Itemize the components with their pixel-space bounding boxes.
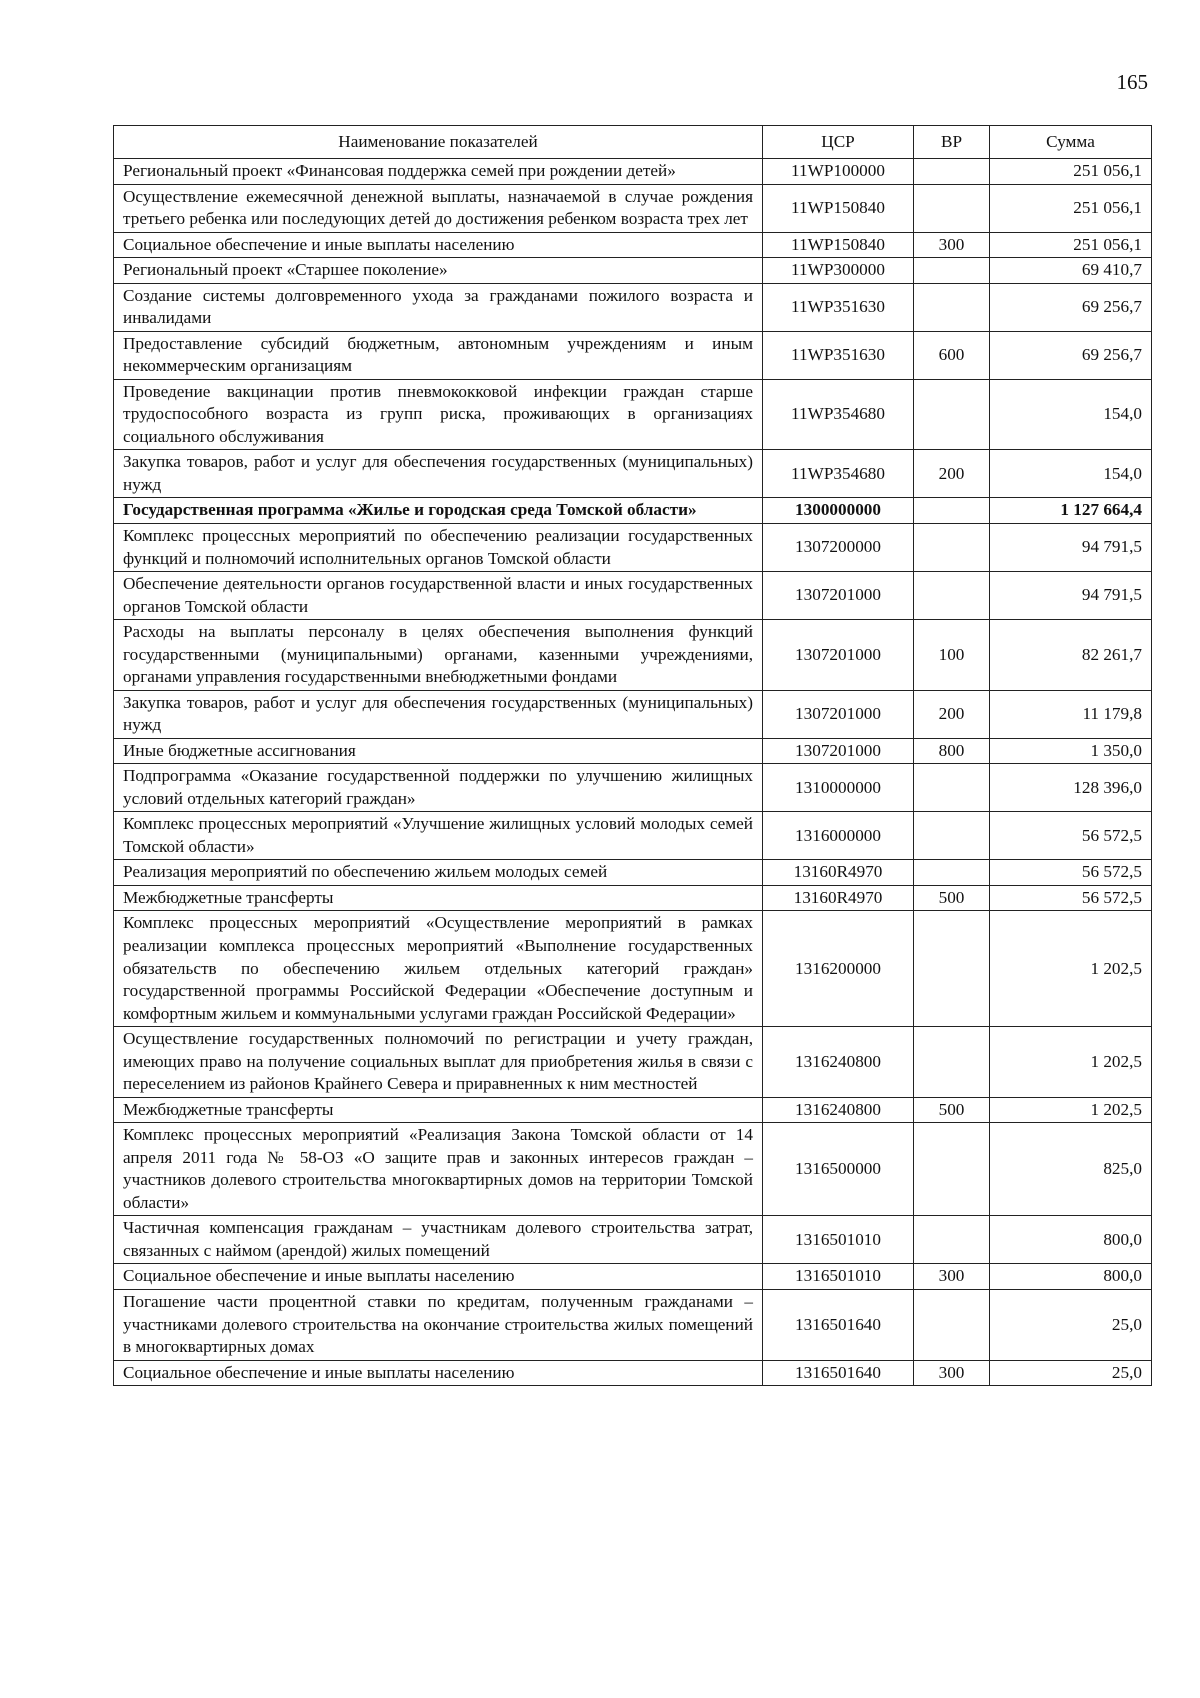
cell-vr	[914, 1027, 990, 1098]
cell-csr: 1316500000	[763, 1123, 914, 1216]
cell-vr: 500	[914, 1097, 990, 1123]
table-row	[114, 283, 1152, 331]
cell-sum: 25,0	[990, 1289, 1152, 1360]
cell-sum: 251 056,1	[990, 232, 1152, 258]
cell-vr	[914, 498, 990, 524]
cell-sum: 1 127 664,4	[990, 498, 1152, 524]
cell-vr	[914, 379, 990, 450]
cell-vr: 600	[914, 331, 990, 379]
table-row	[114, 1123, 1152, 1216]
cell-csr: 1310000000	[763, 764, 914, 812]
header-name: Наименование показателей	[114, 126, 763, 159]
cell-sum: 69 256,7	[990, 283, 1152, 331]
cell-sum: 69 410,7	[990, 258, 1152, 284]
cell-csr: 1316200000	[763, 911, 914, 1027]
cell-name: Реализация мероприятий по обеспечению жильем молодых семей	[114, 860, 763, 886]
table-row	[114, 1027, 1152, 1098]
table-row	[114, 523, 1152, 571]
cell-vr	[914, 572, 990, 620]
cell-vr: 300	[914, 1360, 990, 1386]
cell-name: Иные бюджетные ассигнования	[114, 738, 763, 764]
cell-name: Региональный проект «Финансовая поддержка семей при рождении детей»	[114, 159, 763, 185]
cell-name: Обеспечение деятельности органов государственной власти и иных государственных органов Томской области	[114, 572, 763, 620]
page-number: 165	[1116, 70, 1148, 94]
cell-sum: 56 572,5	[990, 885, 1152, 911]
table-row	[114, 1216, 1152, 1264]
table-row	[114, 379, 1152, 450]
cell-name: Межбюджетные трансферты	[114, 1097, 763, 1123]
header-csr: ЦСР	[763, 126, 914, 159]
cell-sum: 825,0	[990, 1123, 1152, 1216]
cell-csr: 1316501640	[763, 1289, 914, 1360]
cell-sum: 154,0	[990, 450, 1152, 498]
cell-name: Предоставление субсидий бюджетным, автономным учреждениям и иным некоммерческим организациям	[114, 331, 763, 379]
cell-csr: 1316501010	[763, 1216, 914, 1264]
cell-sum: 69 256,7	[990, 331, 1152, 379]
cell-csr: 11WP300000	[763, 258, 914, 284]
cell-csr: 1316240800	[763, 1097, 914, 1123]
cell-name: Социальное обеспечение и иные выплаты населению	[114, 1264, 763, 1290]
cell-vr	[914, 258, 990, 284]
cell-csr: 13160R4970	[763, 860, 914, 886]
cell-csr: 1307201000	[763, 620, 914, 691]
cell-sum: 56 572,5	[990, 860, 1152, 886]
cell-vr: 200	[914, 690, 990, 738]
cell-vr	[914, 1289, 990, 1360]
table-row	[114, 911, 1152, 1027]
cell-csr: 1307201000	[763, 738, 914, 764]
cell-vr: 500	[914, 885, 990, 911]
cell-sum: 94 791,5	[990, 523, 1152, 571]
cell-sum: 1 350,0	[990, 738, 1152, 764]
cell-vr	[914, 1216, 990, 1264]
cell-sum: 56 572,5	[990, 812, 1152, 860]
cell-csr: 11WP150840	[763, 184, 914, 232]
table-row	[114, 1360, 1152, 1386]
cell-vr: 200	[914, 450, 990, 498]
cell-name: Комплекс процессных мероприятий «Осуществление мероприятий в рамках реализации комплекса процессных мероприятий «Выполнение государственных обязательств по обеспечению жильем отдельных категорий граждан» государственной программы Российской Федерации «Обеспечение доступным и комфортным жильем и коммунальными услугами граждан Российской Федерации»	[114, 911, 763, 1027]
cell-vr	[914, 184, 990, 232]
cell-name: Осуществление государственных полномочий по регистрации и учету граждан, имеющих право на получение социальных выплат для приобретения жилья в связи с переселением из районов Крайнего Севера и приравненных к ним местностей	[114, 1027, 763, 1098]
cell-vr: 300	[914, 232, 990, 258]
cell-name: Осуществление ежемесячной денежной выплаты, назначаемой в случае рождения третьего ребенка или последующих детей до достижения ребенком возраста трех лет	[114, 184, 763, 232]
table-row	[114, 450, 1152, 498]
table-row	[114, 690, 1152, 738]
cell-sum: 128 396,0	[990, 764, 1152, 812]
cell-csr: 1307201000	[763, 690, 914, 738]
cell-vr	[914, 283, 990, 331]
cell-csr: 11WP150840	[763, 232, 914, 258]
cell-vr	[914, 1123, 990, 1216]
table-row	[114, 331, 1152, 379]
table-row	[114, 232, 1152, 258]
table-row	[114, 572, 1152, 620]
cell-csr: 1307200000	[763, 523, 914, 571]
cell-sum: 800,0	[990, 1216, 1152, 1264]
cell-vr	[914, 911, 990, 1027]
budget-table	[113, 125, 1152, 1386]
cell-name: Проведение вакцинации против пневмококковой инфекции граждан старше трудоспособного возраста из групп риска, проживающих в организациях социального обслуживания	[114, 379, 763, 450]
cell-sum: 251 056,1	[990, 184, 1152, 232]
cell-sum: 82 261,7	[990, 620, 1152, 691]
cell-sum: 251 056,1	[990, 159, 1152, 185]
cell-name: Социальное обеспечение и иные выплаты населению	[114, 232, 763, 258]
cell-sum: 154,0	[990, 379, 1152, 450]
header-vr: ВР	[914, 126, 990, 159]
cell-vr	[914, 523, 990, 571]
cell-csr: 1307201000	[763, 572, 914, 620]
cell-csr: 11WP351630	[763, 331, 914, 379]
cell-name: Расходы на выплаты персоналу в целях обеспечения выполнения функций государственными (муниципальными) органами, казенными учреждениями, органами управления государственными внебюджетными фондами	[114, 620, 763, 691]
header-sum: Сумма	[990, 126, 1152, 159]
table-row	[114, 764, 1152, 812]
cell-csr: 11WP354680	[763, 450, 914, 498]
cell-name: Погашение части процентной ставки по кредитам, полученным гражданами – участниками долевого строительства на окончание строительства жилых помещений в многоквартирных домах	[114, 1289, 763, 1360]
cell-name: Создание системы долговременного ухода за гражданами пожилого возраста и инвалидами	[114, 283, 763, 331]
cell-name: Комплекс процессных мероприятий «Улучшение жилищных условий молодых семей Томской области»	[114, 812, 763, 860]
cell-name: Комплекс процессных мероприятий «Реализация Закона Томской области от 14 апреля 2011 года № 58-ОЗ «О защите прав и законных интересов граждан – участников долевого строительства многоквартирных домов на территории Томской области»	[114, 1123, 763, 1216]
cell-vr: 100	[914, 620, 990, 691]
cell-csr: 1316501640	[763, 1360, 914, 1386]
table-header-row	[114, 126, 1152, 159]
table-row	[114, 498, 1152, 524]
table-row	[114, 620, 1152, 691]
cell-name: Частичная компенсация гражданам – участникам долевого строительства затрат, связанных с наймом (арендой) жилых помещений	[114, 1216, 763, 1264]
cell-name: Государственная программа «Жилье и городская среда Томской области»	[114, 498, 763, 524]
cell-vr	[914, 159, 990, 185]
cell-name: Закупка товаров, работ и услуг для обеспечения государственных (муниципальных) нужд	[114, 690, 763, 738]
cell-csr: 1300000000	[763, 498, 914, 524]
cell-vr: 300	[914, 1264, 990, 1290]
cell-csr: 13160R4970	[763, 885, 914, 911]
cell-name: Социальное обеспечение и иные выплаты населению	[114, 1360, 763, 1386]
cell-vr	[914, 764, 990, 812]
cell-sum: 25,0	[990, 1360, 1152, 1386]
table-row	[114, 1289, 1152, 1360]
cell-name: Комплекс процессных мероприятий по обеспечению реализации государственных функций и полномочий исполнительных органов Томской области	[114, 523, 763, 571]
cell-sum: 1 202,5	[990, 911, 1152, 1027]
cell-name: Закупка товаров, работ и услуг для обеспечения государственных (муниципальных) нужд	[114, 450, 763, 498]
cell-sum: 800,0	[990, 1264, 1152, 1290]
table-body	[114, 159, 1152, 1386]
table-row	[114, 885, 1152, 911]
cell-csr: 11WP100000	[763, 159, 914, 185]
cell-csr: 1316501010	[763, 1264, 914, 1290]
table-row	[114, 1097, 1152, 1123]
cell-name: Подпрограмма «Оказание государственной поддержки по улучшению жилищных условий отдельных категорий граждан»	[114, 764, 763, 812]
cell-csr: 11WP351630	[763, 283, 914, 331]
cell-vr	[914, 812, 990, 860]
table-row	[114, 812, 1152, 860]
cell-csr: 1316000000	[763, 812, 914, 860]
cell-sum: 11 179,8	[990, 690, 1152, 738]
cell-csr: 11WP354680	[763, 379, 914, 450]
table-row	[114, 258, 1152, 284]
cell-vr: 800	[914, 738, 990, 764]
cell-sum: 94 791,5	[990, 572, 1152, 620]
cell-name: Региональный проект «Старшее поколение»	[114, 258, 763, 284]
cell-vr	[914, 860, 990, 886]
cell-csr: 1316240800	[763, 1027, 914, 1098]
table-row	[114, 184, 1152, 232]
cell-sum: 1 202,5	[990, 1027, 1152, 1098]
cell-sum: 1 202,5	[990, 1097, 1152, 1123]
table-row	[114, 860, 1152, 886]
table-row	[114, 1264, 1152, 1290]
table-row	[114, 738, 1152, 764]
cell-name: Межбюджетные трансферты	[114, 885, 763, 911]
table-row	[114, 159, 1152, 185]
